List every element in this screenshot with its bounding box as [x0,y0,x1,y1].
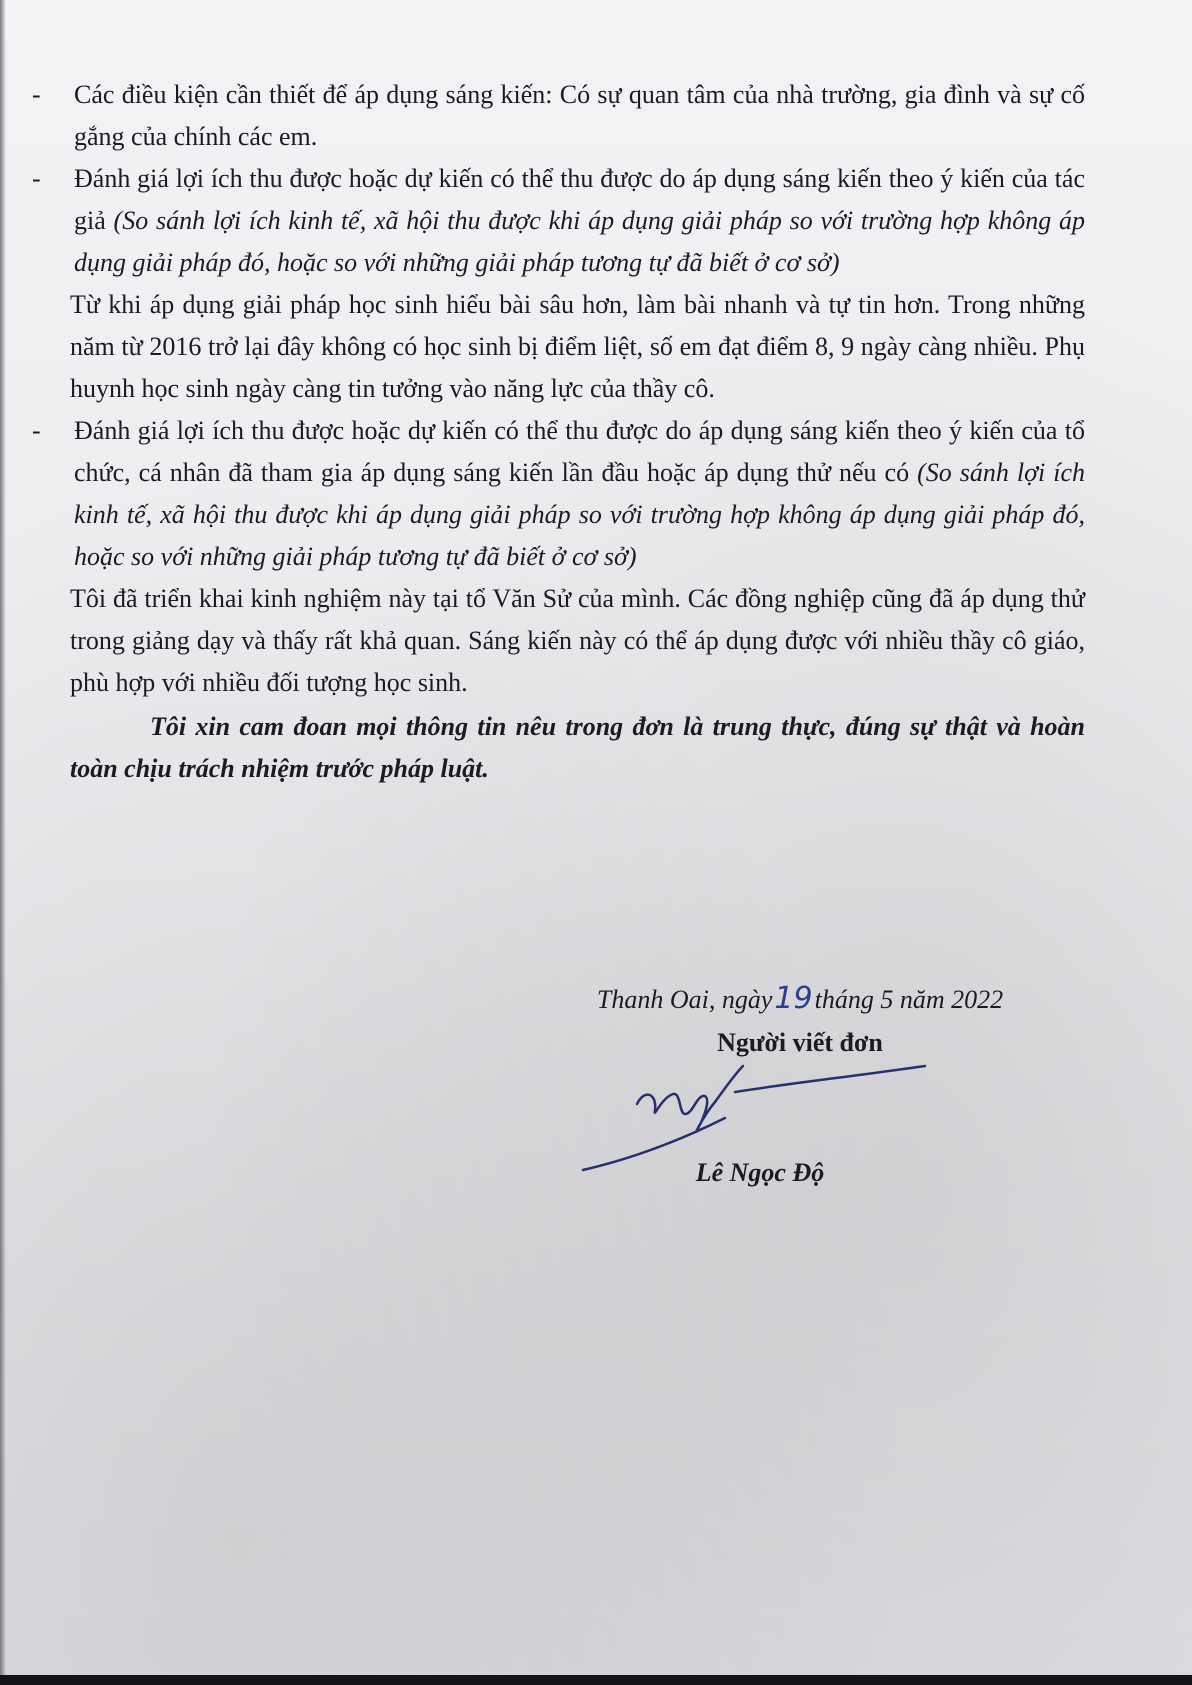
page-bottom-edge [0,1675,1192,1685]
handwritten-day: 19 [774,981,813,1016]
document-body [32,74,1085,790]
bullet-dash: - [32,80,41,109]
bullet-dash: - [32,416,41,445]
signature-block [540,978,1060,1065]
date-prefix: Thanh Oai, ngày [596,985,773,1014]
page-left-shadow [0,0,6,1685]
signer-name: Lê Ngọc Độ [695,1158,825,1187]
bullet-dash: - [32,164,41,193]
item-italic-note: (So sánh lợi ích kinh tế, xã hội thu được khi áp dụng giải pháp so với trường hợp không áp dụng giải pháp đó, hoặc so với những giải pháp tương tự đã biết ở cơ sở) [74,458,1085,571]
paragraph-author-result [70,284,1085,410]
bullet-item-author-evaluation [32,158,1085,284]
bullet-item-organization-evaluation [32,410,1085,578]
paragraph-text: Từ khi áp dụng giải pháp học sinh hiểu bài sâu hơn, làm bài nhanh và tự tin hơn. Trong những năm từ 2016 trở lại đây không có học sinh bị điểm liệt, số em đạt điểm 8, 9 ngày càng nhiều. Phụ huynh học sinh ngày càng tin tưởng vào năng lực của thầy cô. [70,290,1085,403]
date-line [540,978,1060,1021]
date-suffix: tháng 5 năm 2022 [814,985,1004,1014]
item-text: Các điều kiện cần thiết để áp dụng sáng kiến: Có sự quan tâm của nhà trường, gia đình và sự cố gắng của chính các em. [74,80,1085,151]
item-text: Đánh giá lợi ích thu được hoặc dự kiến có thể thu được do áp dụng sáng kiến theo ý kiến của tổ chức, cá nhân đã tham gia áp dụng sáng kiến lần đầu hoặc áp dụng thử nếu có [74,416,1085,487]
bullet-item-conditions [32,74,1085,158]
item-italic-note: (So sánh lợi ích kinh tế, xã hội thu được khi áp dụng giải pháp so với trường hợp không áp dụng giải pháp đó, hoặc so với những giải pháp tương tự đã biết ở cơ sở) [74,206,1085,277]
writer-label: Người viết đơn [717,1028,883,1057]
paragraph-text: Tôi đã triển khai kinh nghiệm này tại tổ Văn Sử của mình. Các đồng nghiệp cũng đã áp dụng thử trong giảng dạy và thấy rất khả quan. Sáng kiến này có thể áp dụng được với nhiều thầy cô giáo, phù hợp với nhiều đối tượng học sinh. [70,584,1085,697]
item-text: Đánh giá lợi ích thu được hoặc dự kiến có thể thu được do áp dụng sáng kiến theo ý kiến của tác giả [74,164,1085,235]
commitment-statement: Tôi xin cam đoan mọi thông tin nêu trong đơn là trung thực, đúng sự thật và hoàn toàn chịu trách nhiệm trước pháp luật. [70,712,1085,783]
paragraph-organization-result [70,578,1085,704]
